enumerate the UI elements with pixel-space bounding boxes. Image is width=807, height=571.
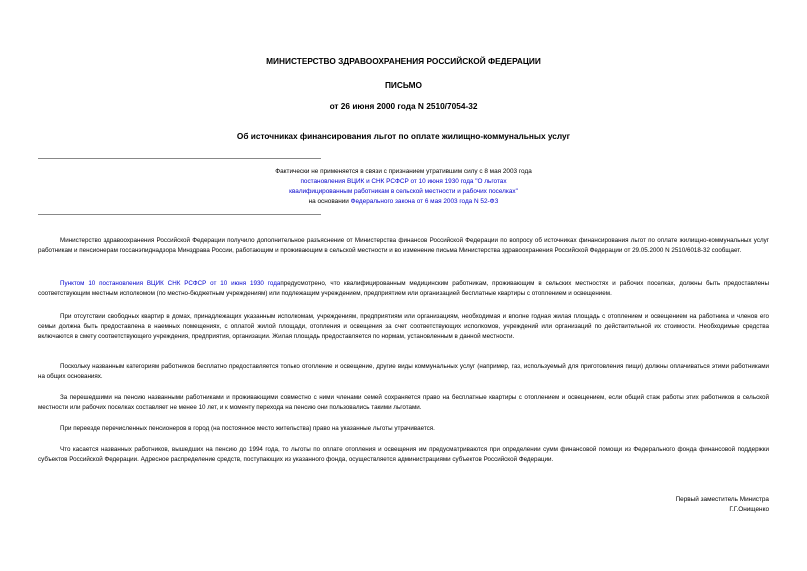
top-divider bbox=[38, 158, 321, 159]
document-date-number: от 26 июня 2000 года N 2510/7054-32 bbox=[329, 101, 478, 111]
federal-law-link[interactable]: Федерального закона от 6 мая 2003 года N 52-ФЗ bbox=[350, 198, 499, 205]
paragraph-2-text: предусмотрено, что квалифицированным медицинским работникам, проживающим в сельских местностях и рабочих поселках, должны быть предоставлены соответствующим местным исполкомом (по местно-бюджетным учреждениям) или подлежащим учреждением, предприятием или организацией бесплатные квартиры с отоплением и освещением. bbox=[38, 280, 769, 297]
paragraph-6: При переезде перечисленных пенсионеров в город (на постоянное место жительства) право на указанные льготы утрачивается. bbox=[60, 425, 435, 432]
signatory-position: Первый заместитель Министра bbox=[675, 496, 769, 503]
paragraph-4: Поскольку названным категориям работников бесплатно предоставляется только отопление и освещение, другие виды коммунальных услуг (например, газ, используемый для приготовления пищи) должны оплачиваться этими работниками на общих основаниях. bbox=[38, 363, 769, 380]
ministry-title: МИНИСТЕРСТВО ЗДРАВООХРАНЕНИЯ РОССИЙСКОЙ ФЕДЕРАЦИИ bbox=[266, 56, 541, 66]
paragraph-3: При отсутствии свободных квартир в домах, принадлежащих указанным исполкомам, учреждениям, предприятиям или организациям, необходимая и вполне годная жилая площадь с отоплением и освещением на работника и членов его семьи должна быть предоставлена в наемных помещениях, с оплатой жилой площади, отопления и освещения за счет соответствующих исполкомов, учреждений или организаций по действительной их стоимости. Необходимые средства включаются в смету соответствующего учреждения, предприятия, организации. Жилая площадь предоставляется по нормам, установленным в данной местности. bbox=[38, 313, 769, 340]
paragraph-5: За перешедшими на пенсию названными работниками и проживающими совместно с ними членами семей сохраняется право на бесплатные квартиры с отоплением и освещением, если общий стаж работы этих работников в сельской местности или рабочих поселках составляет не менее 10 лет, и к моменту перехода на пенсию они пользовались такими льготами. bbox=[38, 394, 769, 411]
resolution-point-10-link[interactable]: Пунктом 10 постановления ВЦИК СНК РСФСР от 10 июня 1930 года bbox=[60, 280, 281, 287]
resolution-1930-link-cont[interactable]: квалифицированным работникам в сельской местности и рабочих поселках" bbox=[289, 188, 518, 195]
paragraph-1: Министерство здравоохранения Российской Федерации получило дополнительное разъяснение от Министерства финансов Российской Федерации по вопросу об источниках финансирования льгот по оплате жилищно-коммунальных услуг работникам и пенсионерам госсанэпиднадзора Минздрава России, работающим и проживающим в сельской местности и во изменение письма Министерства здравоохранения Российской Федерации от 29.05.2000 N 2510/6018-32 сообщает. bbox=[38, 237, 769, 254]
paragraph-7: Что касается названных работников, вышедших на пенсию до 1994 года, то льготы по оплате отопления и освещения им предусматриваются при определении сумм финансовой помощи из Федерального фонда финансовой поддержки субъектов Российской Федерации. Адресное распределение средств, поступающих из указанного фонда, осуществляется администрациями субъектов Российской Федерации. bbox=[38, 446, 769, 463]
bottom-divider bbox=[38, 214, 321, 215]
signatory-name: Г.Г.Онищенко bbox=[729, 506, 769, 513]
signature-block bbox=[469, 495, 769, 515]
resolution-1930-link[interactable]: постановления ВЦИК и СНК РСФСР от 10 июня 1930 года "О льготах bbox=[300, 178, 507, 185]
document-subject: Об источниках финансирования льгот по оплате жилищно-коммунальных услуг bbox=[236, 131, 571, 141]
paragraph-2 bbox=[38, 279, 769, 299]
document-type: ПИСЬМО bbox=[384, 80, 423, 90]
status-note-line-1: Фактически не применяется в связи с признанием утратившим силу с 8 мая 2003 года bbox=[275, 168, 532, 175]
status-note bbox=[0, 167, 807, 207]
status-note-prefix: на основании bbox=[308, 198, 351, 205]
